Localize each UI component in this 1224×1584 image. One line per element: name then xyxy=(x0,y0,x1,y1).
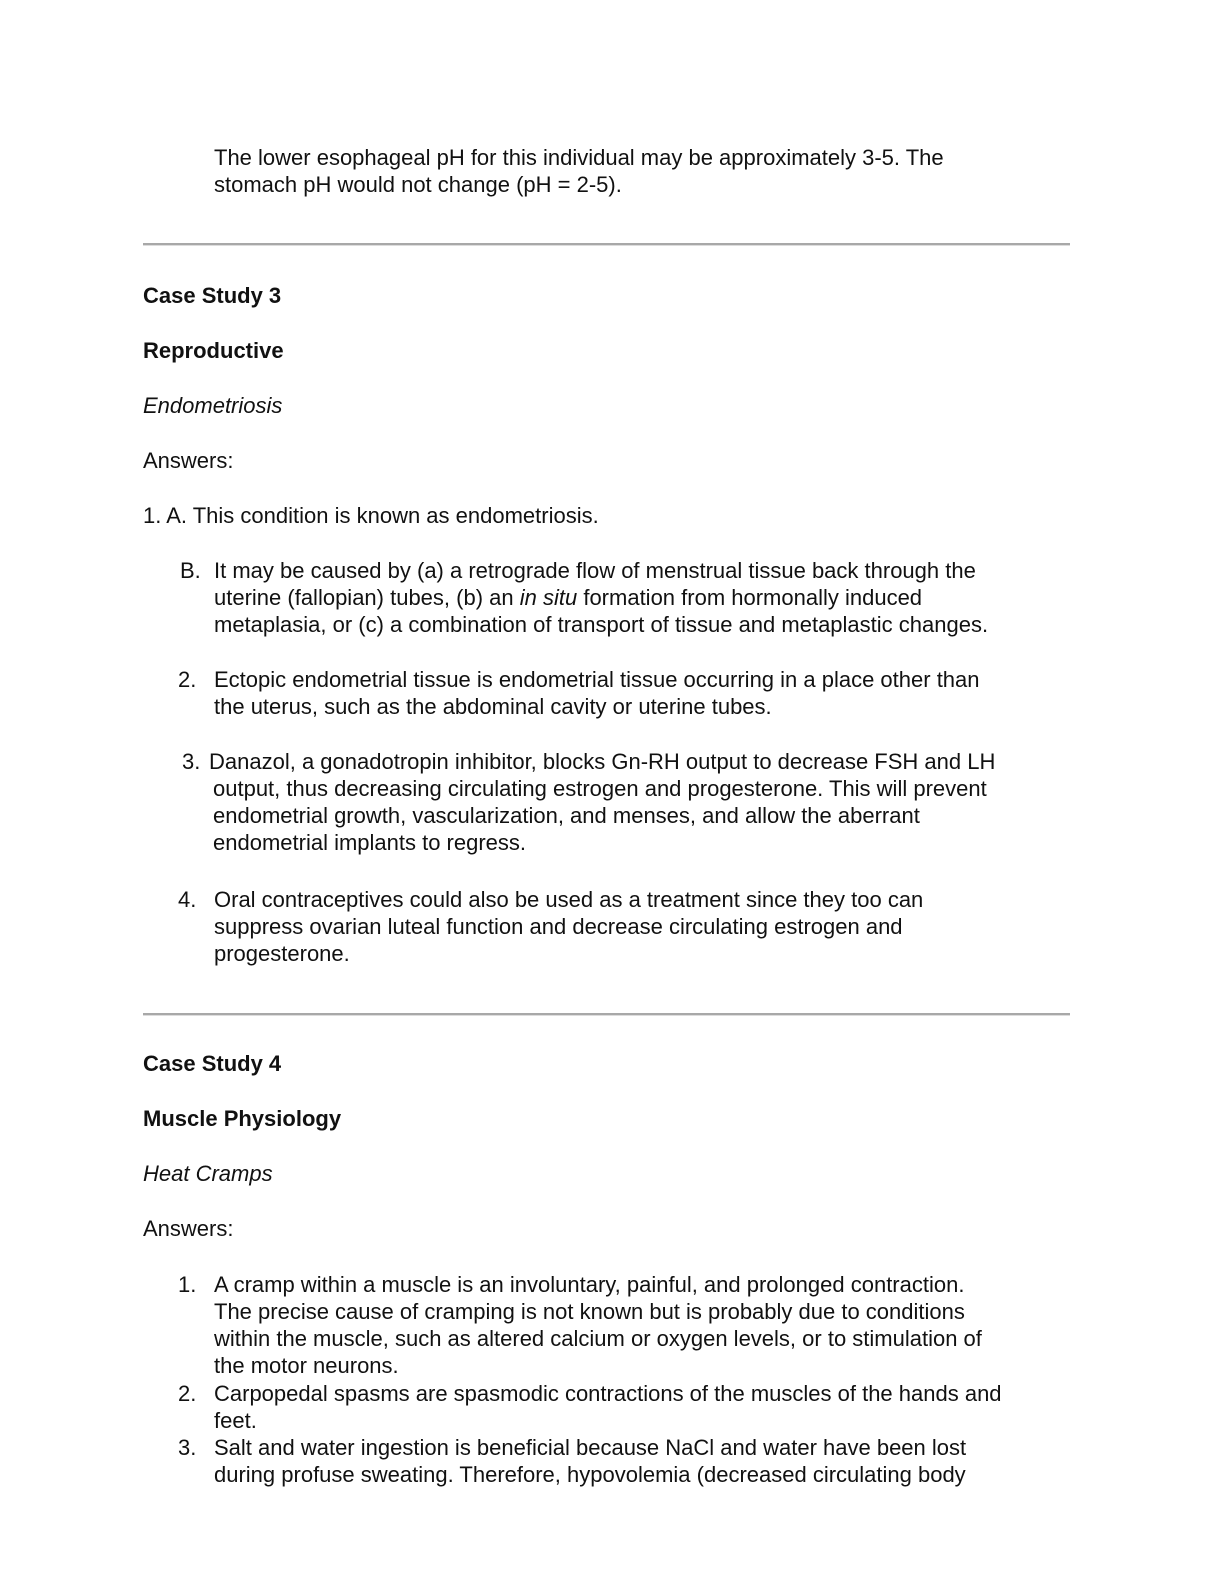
list-item-text xyxy=(214,1434,1074,1488)
text-line: Oral contraceptives could also be used as a treatment since they too can xyxy=(214,887,924,912)
case-study-3-condition: Endometriosis xyxy=(143,393,283,418)
text-line: The precise cause of cramping is not known but is probably due to conditions xyxy=(214,1299,965,1324)
case-study-4-topic: Muscle Physiology xyxy=(143,1106,342,1131)
answers-label: Answers: xyxy=(143,1216,234,1241)
list-marker: 3. xyxy=(182,749,201,774)
text-line: suppress ovarian luteal function and decrease circulating estrogen and xyxy=(214,914,903,939)
text-line: Salt and water ingestion is beneficial because NaCl and water have been lost xyxy=(214,1435,967,1460)
case-study-4-condition: Heat Cramps xyxy=(143,1161,273,1186)
case-study-3-topic: Reproductive xyxy=(143,338,284,363)
section-divider xyxy=(143,243,1070,246)
list-marker: B. xyxy=(180,558,201,583)
intro-line: The lower esophageal pH for this individual may be approximately 3-5. The xyxy=(214,145,944,170)
text-line: the uterus, such as the abdominal cavity or uterine tubes. xyxy=(214,694,772,719)
text-line: endometrial growth, vascularization, and menses, and allow the aberrant xyxy=(213,803,920,828)
list-marker: 4. xyxy=(178,887,197,912)
text-line: output, thus decreasing circulating estrogen and progesterone. This will prevent xyxy=(213,776,987,801)
text-line: It may be caused by (a) a retrograde flow of menstrual tissue back through the xyxy=(214,558,976,583)
answer-1a: 1. A. This condition is known as endometriosis. xyxy=(143,503,599,528)
list-marker: 3. xyxy=(178,1435,197,1460)
text-line: progesterone. xyxy=(214,941,350,966)
list-marker: 2. xyxy=(178,667,197,692)
list-item-text xyxy=(214,1271,1074,1379)
list-marker: 1. xyxy=(178,1272,197,1297)
list-item-text xyxy=(214,886,1074,967)
answers-label: Answers: xyxy=(143,448,234,473)
text-line: endometrial implants to regress. xyxy=(213,830,527,855)
text-line: Ectopic endometrial tissue is endometrial tissue occurring in a place other than xyxy=(214,667,980,692)
text-line: feet. xyxy=(214,1408,257,1433)
section-divider xyxy=(143,1013,1070,1016)
text-span: uterine (fallopian) tubes, (b) an xyxy=(214,585,520,610)
intro-paragraph xyxy=(214,144,1094,198)
text-line xyxy=(214,584,1074,611)
text-line: the motor neurons. xyxy=(214,1353,399,1378)
text-line: during profuse sweating. Therefore, hypovolemia (decreased circulating body xyxy=(214,1462,966,1487)
text-line: A cramp within a muscle is an involuntary, painful, and prolonged contraction. xyxy=(214,1272,965,1297)
italic-term: in situ xyxy=(519,585,578,610)
list-item-text xyxy=(214,666,1074,720)
case-study-4-title: Case Study 4 xyxy=(143,1051,282,1076)
text-line: Danazol, a gonadotropin inhibitor, blocks Gn-RH output to decrease FSH and LH xyxy=(209,749,996,774)
text-line: metaplasia, or (c) a combination of transport of tissue and metaplastic changes. xyxy=(214,612,989,637)
list-item-text xyxy=(214,557,1074,638)
text-span: formation from hormonally induced xyxy=(577,585,923,610)
list-item-text xyxy=(209,748,1069,856)
text-line: within the muscle, such as altered calcium or oxygen levels, or to stimulation of xyxy=(214,1326,982,1351)
intro-line: stomach pH would not change (pH = 2-5). xyxy=(214,172,622,197)
list-item-text xyxy=(214,1380,1074,1434)
case-study-3-title: Case Study 3 xyxy=(143,283,282,308)
list-marker: 2. xyxy=(178,1381,197,1406)
text-line: Carpopedal spasms are spasmodic contractions of the muscles of the hands and xyxy=(214,1381,1002,1406)
